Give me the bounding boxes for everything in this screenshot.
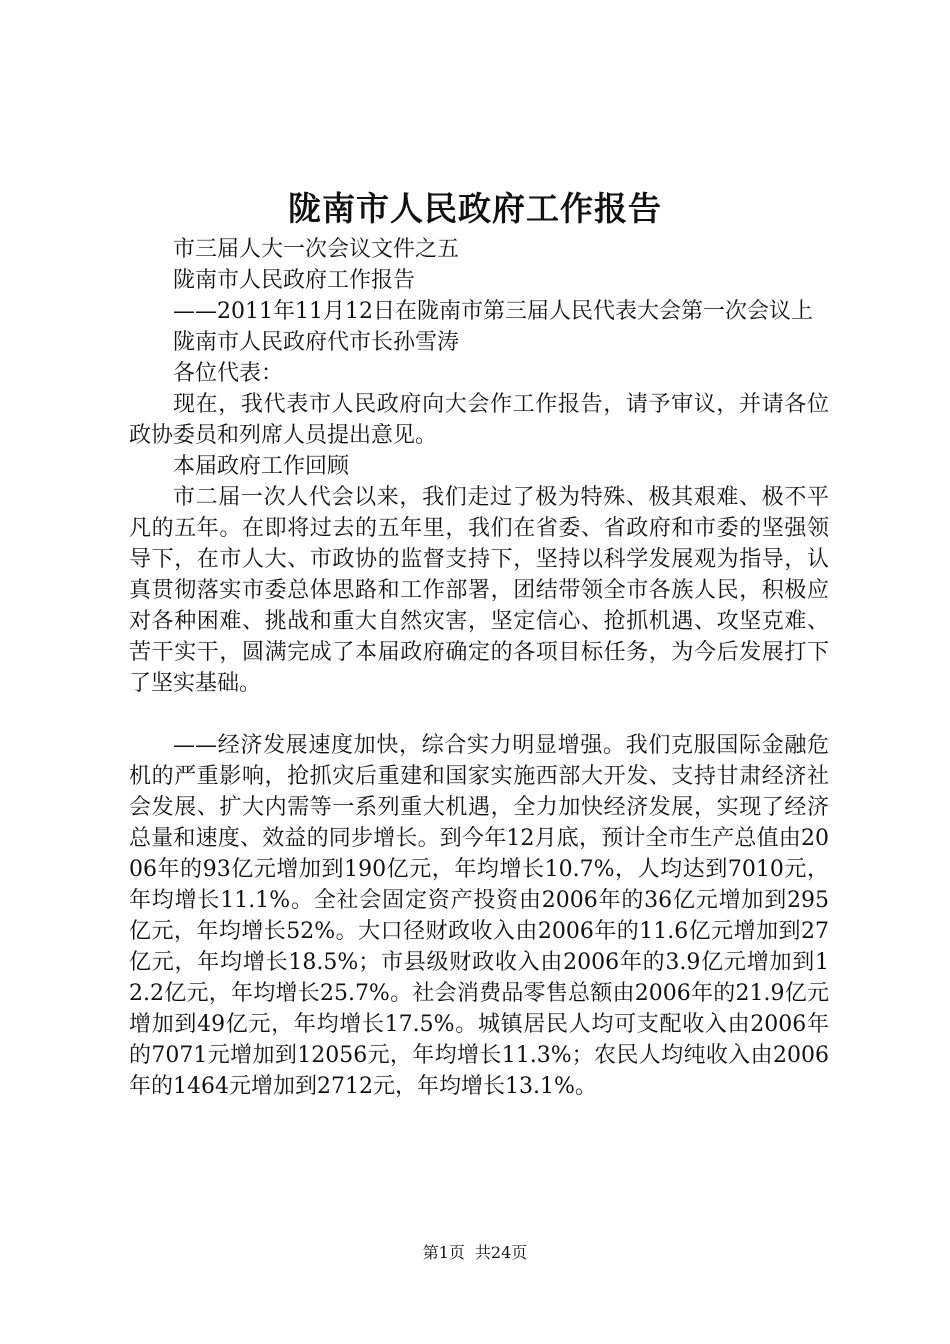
report-title-line: 陇南市人民政府工作报告 bbox=[173, 268, 416, 293]
document-meta-line: 市三届人大一次会议文件之五 bbox=[173, 237, 460, 262]
page-footer bbox=[0, 1241, 950, 1265]
salutation: 各位代表： bbox=[173, 361, 284, 386]
document-body bbox=[129, 234, 829, 1102]
page-total: 共24页 bbox=[474, 1243, 528, 1262]
meeting-line: ——2011年11月12日在陇南市第三届人民代表大会第一次会议上 bbox=[173, 299, 813, 324]
body-paragraph: 现在，我代表市人民政府向大会作工作报告，请予审议，并请各位政协委员和列席人员提出意见。 bbox=[129, 392, 829, 448]
document-title: 陇南市人民政府工作报告 bbox=[288, 189, 662, 228]
body-paragraph: ——经济发展速度加快，综合实力明显增强。我们克服国际金融危机的严重影响，抢抓灾后重建和国家实施西部大开发、支持甘肃经济社会发展、扩大内需等一系列重大机遇，全力加快经济发展，实现了经济总量和速度、效益的同步增长。到今年12月底，预计全市生产总值由2006年的93亿元增加到190亿元，年均增长10.7%，人均达到7010元，年均增长11.1%。全社会固定资产投资由2006年的36亿元增加到295亿元，年均增长52%。大口径财政收入由2006年的11.6亿元增加到27亿元，年均增长18.5%；市县级财政收入由2006年的3.9亿元增加到12.2亿元，年均增长25.7%。社会消费品零售总额由2006年的21.9亿元增加到49亿元，年均增长17.5%。城镇居民人均可支配收入由2006年的7071元增加到12056元，年均增长11.3%；农民人均纯收入由2006年的1464元增加到2712元，年均增长13.1%。 bbox=[129, 733, 829, 1099]
page-number: 第1页 bbox=[422, 1243, 465, 1262]
section-heading: 本届政府工作回顾 bbox=[173, 454, 350, 479]
body-paragraph: 市二届一次人代会以来，我们走过了极为特殊、极其艰难、极不平凡的五年。在即将过去的五年里，我们在省委、省政府和市委的坚强领导下，在市人大、市政协的监督支持下，坚持以科学发展观为指导，认真贯彻落实市委总体思路和工作部署，团结带领全市各族人民，积极应对各种困难、挑战和重大自然灾害，坚定信心、抢抓机遇、攻坚克难、苦干实干，圆满完成了本届政府确定的各项目标任务，为今后发展打下了坚实基础。 bbox=[129, 485, 829, 696]
speaker-line: 陇南市人民政府代市长孙雪涛 bbox=[173, 330, 460, 355]
